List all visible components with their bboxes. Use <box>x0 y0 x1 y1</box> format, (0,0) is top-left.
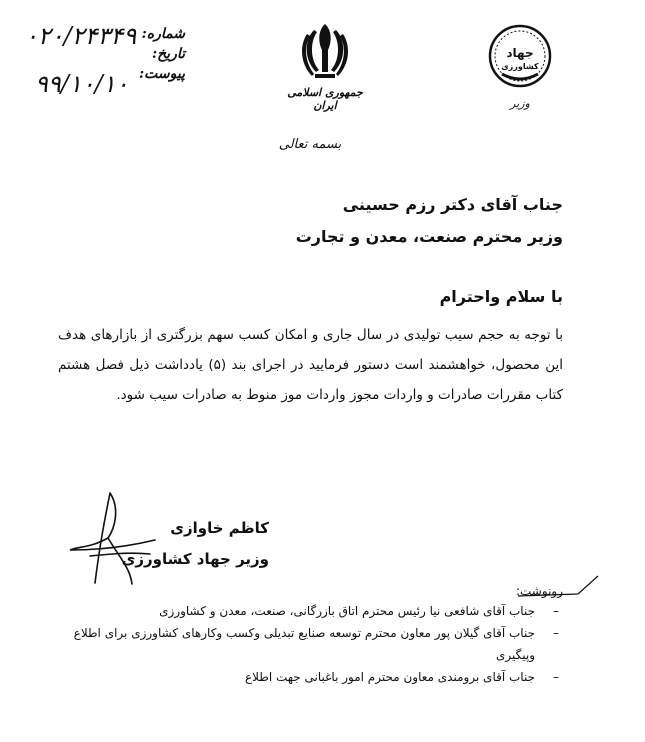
number-label: شماره: <box>141 26 185 42</box>
signature-scribble <box>60 488 180 588</box>
minister-label: وزیر <box>510 97 530 110</box>
cc-list <box>43 600 563 688</box>
logo-subtitle: کشاورزی <box>501 62 539 71</box>
cc-item-text: جناب آقای گیلان پور معاون محترم توسعه صنایع تبدیلی وکسب وکارهای کشاورزی برای اطلاع وپیگیری <box>73 626 535 662</box>
emblem-icon <box>300 20 350 82</box>
bullet-dash: – <box>553 670 559 684</box>
letter-meta <box>25 18 185 103</box>
national-emblem <box>282 20 368 112</box>
cc-item <box>43 622 563 666</box>
signer-name: کاظم خاوازی <box>170 519 269 537</box>
letter-date: ۹۹/۱۰/۱۰ <box>35 70 129 98</box>
addressee-name: جناب آقای دکتر رزم حسینی <box>342 195 563 214</box>
bullet-dash: – <box>553 604 559 618</box>
letter-number: ۰۲۰/۲۴۳۴۹ <box>25 22 137 50</box>
addressee-title: وزیر محترم صنعت، معدن و تجارت <box>295 227 563 246</box>
date-label: تاریخ: <box>151 46 185 62</box>
bismillah: بسمه تعالی <box>278 137 342 152</box>
attachment-label: پیوست: <box>139 66 185 82</box>
cc-item <box>43 666 563 688</box>
bullet-dash: – <box>553 626 559 640</box>
letter-body: با توجه به حجم سیب تولیدی در سال جاری و امکان کسب سهم بزرگتری از بازارهای هدف این محصول، خواهشمند است دستور فرمایید در اجرای بند (۵) یادداشت ذیل فصل هشتم کتاب مقررات صادرات و واردات مجوز واردات موز منوط به صادرات سیب شود. <box>58 327 563 403</box>
greeting: با سلام واحترام <box>439 287 563 306</box>
logo-title: جهاد <box>506 46 534 60</box>
country-name: جمهوری اسلامی ایران <box>287 86 363 112</box>
cc-item <box>43 600 563 622</box>
cc-item-text: جناب آقای شافعی نیا رئیس محترم اتاق بازرگانی، صنعت، معدن و کشاورزی <box>159 604 535 618</box>
ministry-logo <box>480 12 560 112</box>
meta-labels <box>127 24 185 84</box>
signer-title: وزیر جهاد کشاورزی <box>121 550 269 568</box>
cc-label: رونوشت: <box>515 584 563 598</box>
cc-item-text: جناب آقای برومندی معاون محترم امور باغبانی جهت اطلاع <box>244 670 535 684</box>
